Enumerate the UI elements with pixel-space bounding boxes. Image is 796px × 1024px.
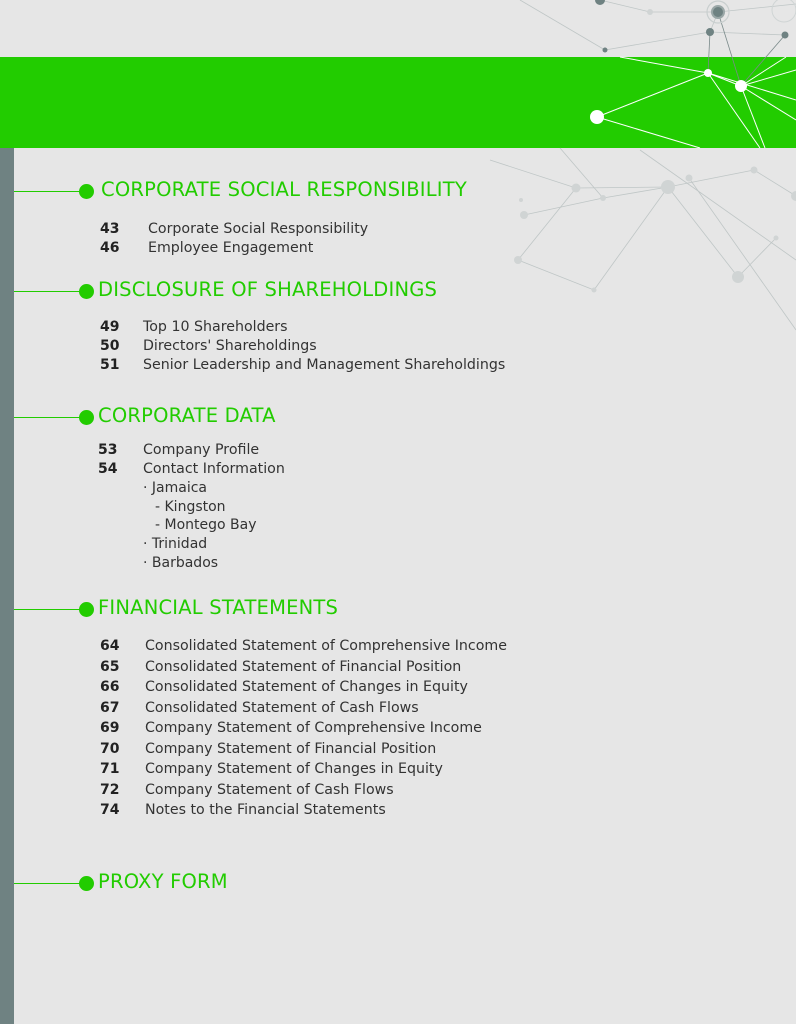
page-number: 54 — [98, 461, 118, 477]
header-green-band — [0, 57, 796, 148]
page-number: 66 — [100, 679, 120, 695]
entry-label: Company Profile — [143, 442, 260, 458]
left-accent-bar — [0, 148, 14, 1024]
section-title[interactable]: PROXY FORM — [98, 870, 228, 893]
entry-label: Senior Leadership and Management Shareholdings — [143, 357, 506, 373]
sublist-item-trinidad: · Trinidad — [143, 536, 208, 552]
entry-label: Top 10 Shareholders — [143, 319, 288, 335]
section-connector-line — [14, 291, 84, 292]
entry-label: Company Statement of Comprehensive Income — [145, 720, 482, 736]
entry-label: Company Statement of Financial Position — [145, 740, 437, 757]
entry-label: Consolidated Statement of Cash Flows — [145, 699, 419, 716]
page-number: 74 — [100, 802, 120, 818]
entry-label: Consolidated Statement of Changes in Equity — [145, 679, 468, 695]
entry-label: Corporate Social Responsibility — [148, 221, 369, 237]
section-connector-line — [14, 191, 84, 192]
entry-label: Company Statement of Changes in Equity — [145, 761, 443, 777]
section-title: FINANCIAL STATEMENTS — [98, 596, 339, 619]
entry-label: Employee Engagement — [148, 240, 314, 256]
page-number: 64 — [100, 638, 120, 654]
section-title: CORPORATE SOCIAL RESPONSIBILITY — [101, 178, 467, 201]
section-bullet-dot — [79, 602, 94, 617]
entry-label: Contact Information — [143, 461, 285, 477]
entry-label: Consolidated Statement of Comprehensive Income — [145, 638, 507, 654]
section-connector-line — [14, 609, 84, 610]
section-title: CORPORATE DATA — [98, 404, 276, 427]
entry-label: Notes to the Financial Statements — [145, 802, 386, 818]
page-number: 67 — [100, 699, 120, 716]
page-number: 65 — [100, 658, 120, 675]
section-connector-line — [14, 883, 84, 884]
page-number: 46 — [100, 240, 120, 256]
sublist-item-kingston: - Kingston — [155, 499, 226, 515]
section-connector-line — [14, 417, 84, 418]
entry-label: Consolidated Statement of Financial Position — [145, 658, 462, 675]
sublist-item-montego-bay: - Montego Bay — [155, 517, 257, 533]
section-bullet-dot — [79, 184, 94, 199]
sublist-item-barbados: · Barbados — [143, 555, 219, 571]
section-bullet-dot — [79, 410, 94, 425]
page-number: 72 — [100, 781, 120, 798]
page-number: 51 — [100, 357, 120, 373]
entry-label: Directors' Shareholdings — [143, 338, 317, 354]
section-bullet-dot — [79, 876, 94, 891]
sublist-item-jamaica: · Jamaica — [143, 480, 207, 496]
section-bullet-dot — [79, 284, 94, 299]
page-number: 50 — [100, 338, 120, 354]
entry-label: Company Statement of Cash Flows — [145, 781, 394, 798]
page-number: 70 — [100, 740, 120, 757]
page-number: 43 — [100, 221, 120, 237]
page-number: 71 — [100, 761, 120, 777]
page-number: 53 — [98, 442, 118, 458]
page-number: 49 — [100, 319, 120, 335]
page-number: 69 — [100, 720, 120, 736]
section-title: DISCLOSURE OF SHAREHOLDINGS — [98, 278, 438, 301]
